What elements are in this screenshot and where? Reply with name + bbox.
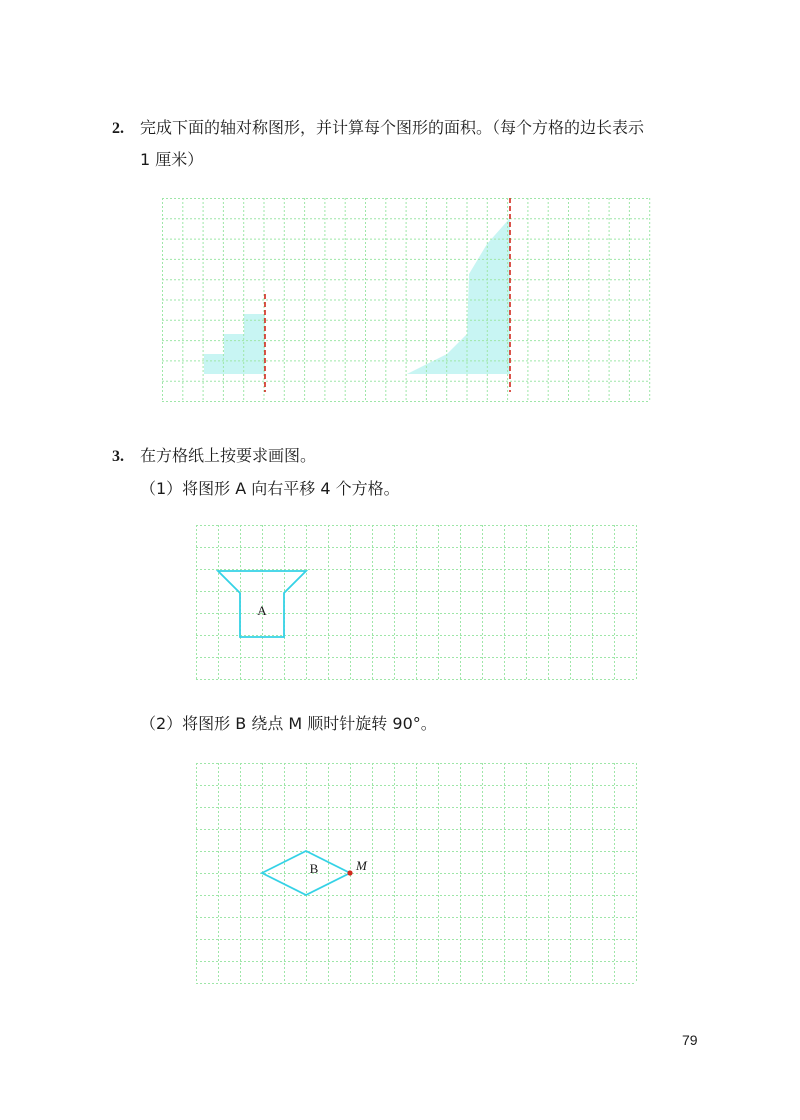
q2-line1	[112, 118, 644, 139]
q3-text: 在方格纸上按要求画图。	[140, 446, 317, 465]
page-number: 79	[682, 1032, 698, 1048]
q3-grid-a-figure	[196, 525, 640, 683]
q2-text-line1: 完成下面的轴对称图形，并计算每个图形的面积。（每个方格的边长表示	[140, 118, 645, 137]
shape-a-label: A	[257, 603, 267, 618]
point-m-label: M	[356, 858, 367, 873]
q3-grid-b-figure	[196, 763, 640, 987]
q3-sub1: （1）将图形 A 向右平移 4 个方格。	[140, 479, 400, 498]
q2-left-shape	[204, 314, 265, 374]
point-m	[347, 870, 352, 875]
q2-number: 2.	[112, 120, 124, 137]
q2-shapes	[204, 218, 510, 374]
q3-sub2: （2）将图形 B 绕点 M 顺时针旋转 90°。	[140, 714, 437, 733]
q2-text-line2: 1 厘米）	[140, 150, 204, 169]
q3-number: 3.	[112, 448, 124, 465]
q2-grid-figure	[162, 198, 656, 412]
shape-b-label: B	[309, 861, 319, 876]
q2-right-shape	[407, 218, 510, 374]
q3-line	[112, 446, 316, 467]
